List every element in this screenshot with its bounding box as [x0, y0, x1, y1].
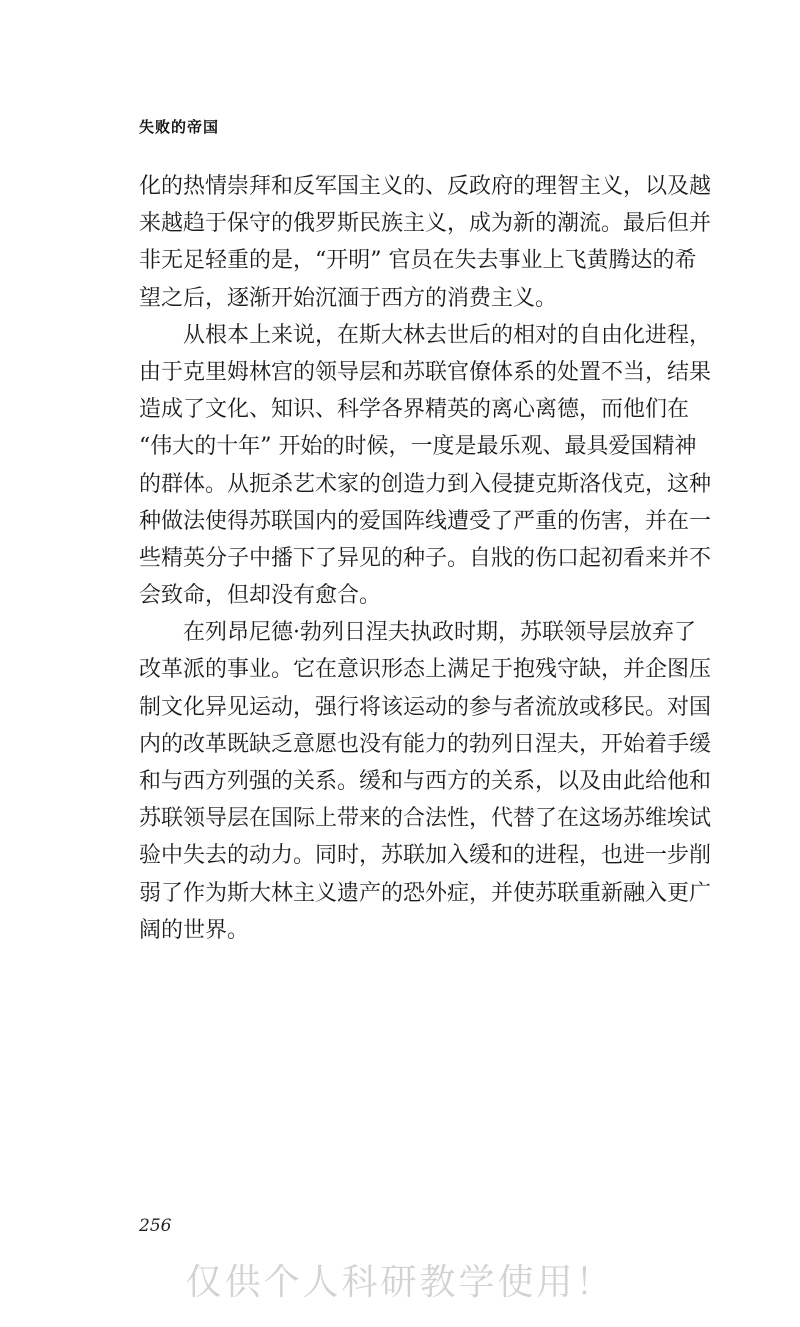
text-line: 会致命，但却没有愈合。 — [139, 583, 382, 609]
text-line: 来越趋于保守的俄罗斯民族主义，成为新的潮流。最后但并 — [139, 211, 712, 237]
text-line: 非无足轻重的是，“开明” 官员在失去事业上飞黄腾达的希 — [139, 248, 697, 274]
text-line: 和与西方列强的关系。缓和与西方的关系，以及由此给他和 — [139, 769, 712, 794]
text-line: 阔的世界。 — [139, 917, 250, 943]
text-line: 弱了作为斯大林主义遗产的恐外症，并使苏联重新融入更广 — [139, 880, 712, 906]
watermark: 仅供个人科研教学使用！ — [185, 1262, 615, 1303]
text-line: 在列昂尼德·勃列日涅夫执政时期，苏联领导层放弃了 — [183, 620, 696, 646]
text-line: “伟大的十年” 开始的时候，一度是最乐观、最具爱国精神 — [139, 434, 697, 460]
text-line: 制文化异见运动，强行将该运动的参与者流放或移民。对国 — [139, 694, 712, 720]
body-text — [139, 168, 712, 949]
page-number: 256 — [139, 1216, 172, 1236]
text-line: 些精英分子中播下了异见的种子。自戕的伤口起初看来并不 — [139, 545, 712, 571]
text-line: 从根本上来说，在斯大林去世后的相对的自由化进程， — [183, 322, 712, 348]
text-line: 由于克里姆林宫的领导层和苏联官僚体系的处置不当，结果 — [139, 359, 712, 385]
text-line: 的群体。从扼杀艺术家的创造力到入侵捷克斯洛伐克，这种 — [139, 471, 712, 497]
text-line: 化的热情崇拜和反军国主义的、反政府的理智主义，以及越 — [139, 174, 712, 199]
text-line: 验中失去的动力。同时，苏联加入缓和的进程，也进一步削 — [139, 843, 712, 869]
text-line: 造成了文化、知识、科学各界精英的离心离德，而他们在 — [139, 397, 690, 423]
text-line: 种做法使得苏联国内的爱国阵线遭受了严重的伤害，并在一 — [139, 508, 712, 534]
text-line: 内的改革既缺乏意愿也没有能力的勃列日涅夫，开始着手缓 — [139, 731, 712, 757]
text-line: 改革派的事业。它在意识形态上满足于抱残守缺，并企图压 — [139, 657, 712, 683]
text-line: 苏联领导层在国际上带来的合法性，代替了在这场苏维埃试 — [139, 806, 712, 832]
running-head-title: 失败的帝国 — [139, 118, 220, 136]
text-line: 望之后，逐渐开始沉湎于西方的消费主义。 — [139, 285, 558, 311]
